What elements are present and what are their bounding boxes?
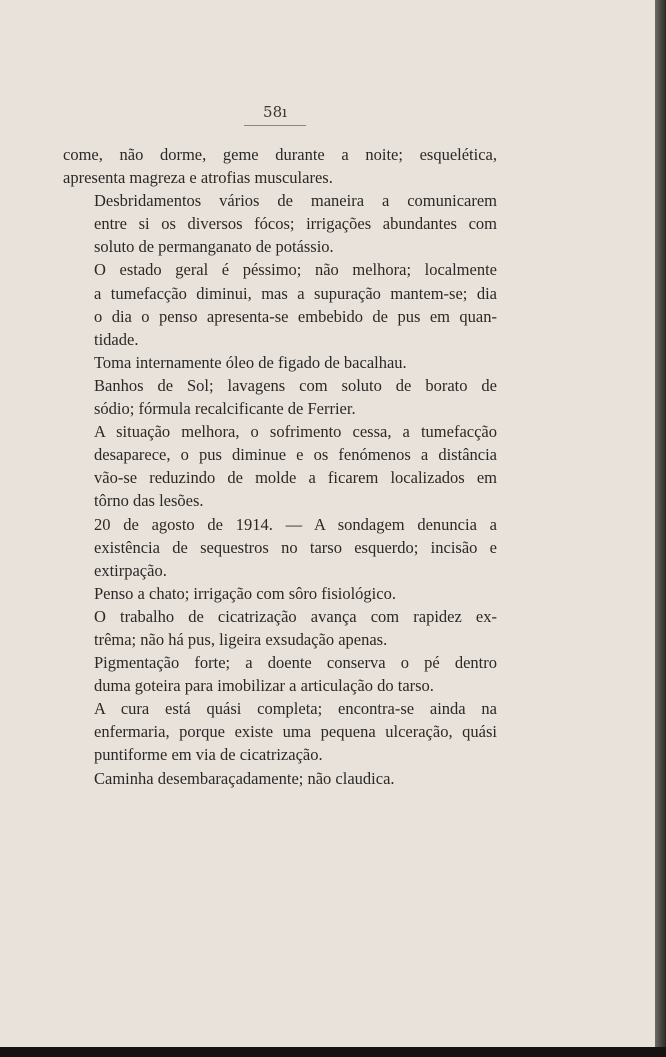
text-line: O estado geral é péssimo; não melhora; localmente <box>94 260 497 280</box>
paragraph <box>63 767 497 790</box>
text-line: Pigmentação forte; a doente conserva o pé dentro <box>94 653 497 673</box>
page-number-rule <box>244 125 306 126</box>
text-line: entre si os diversos fócos; irrigações abundantes com <box>94 214 497 234</box>
text-line: 20 de agosto de 1914. — A sondagem denuncia a <box>94 514 497 534</box>
text-line: Desbridamentos vários de maneira a comunicarem <box>94 191 497 211</box>
paragraph <box>63 605 497 651</box>
text-line: a tumefacção diminui, mas a supuração mantem-se; dia <box>94 283 497 303</box>
text-line: A cura está quási completa; encontra-se ainda na <box>94 699 497 719</box>
text-line: O trabalho de cicatrização avança com rapidez ex- <box>94 606 497 626</box>
text-line: A situação melhora, o sofrimento cessa, a tumefacção <box>94 422 497 442</box>
text-line: Caminha desembaraçadamente; não claudica. <box>94 768 395 788</box>
paragraph <box>63 582 497 605</box>
text-line: tôrno das lesões. <box>94 491 204 511</box>
text-line: soluto de permanganato de potássio. <box>94 237 334 257</box>
text-line: trêma; não há pus, ligeira exsudação apenas. <box>94 629 388 649</box>
text-line: sódio; fórmula recalcificante de Ferrier. <box>94 399 356 419</box>
paragraph <box>63 143 497 189</box>
body-text <box>63 143 497 790</box>
paragraph <box>63 420 497 512</box>
text-line: come, não dorme, geme durante a noite; esquelética, <box>63 145 497 164</box>
text-line: duma goteira para imobilizar a articulação do tarso. <box>94 676 434 696</box>
text-line: Toma internamente óleo de figado de bacalhau. <box>94 352 407 372</box>
text-line: extirpação. <box>94 560 167 580</box>
text-line: Banhos de Sol; lavagens com soluto de borato de <box>94 375 497 395</box>
scan-border <box>0 1047 666 1057</box>
text-line: existência de sequestros no tarso esquerdo; incisão e <box>94 537 497 557</box>
paragraph <box>63 258 497 350</box>
text-line: o dia o penso apresenta-se embebido de pus em quan- <box>94 306 497 326</box>
text-line: desaparece, o pus diminue e os fenómenos a distância <box>94 445 497 465</box>
text-line: apresenta magreza e atrofias musculares. <box>63 168 333 188</box>
paragraph <box>63 513 497 582</box>
paragraph <box>63 697 497 766</box>
paragraph <box>63 351 497 374</box>
paragraph <box>63 189 497 258</box>
text-line: vão-se reduzindo de molde a ficarem localizados em <box>94 468 497 488</box>
page-number: 58ı <box>263 103 287 121</box>
paragraph <box>63 651 497 697</box>
book-edge <box>655 0 666 1057</box>
text-line: puntiforme em via de cicatrização. <box>94 745 323 765</box>
text-line: enfermaria, porque existe uma pequena ulceração, quási <box>94 722 497 742</box>
paragraph <box>63 374 497 420</box>
text-line: tidade. <box>94 329 139 349</box>
text-line: Penso a chato; irrigação com sôro fisiológico. <box>94 583 396 603</box>
